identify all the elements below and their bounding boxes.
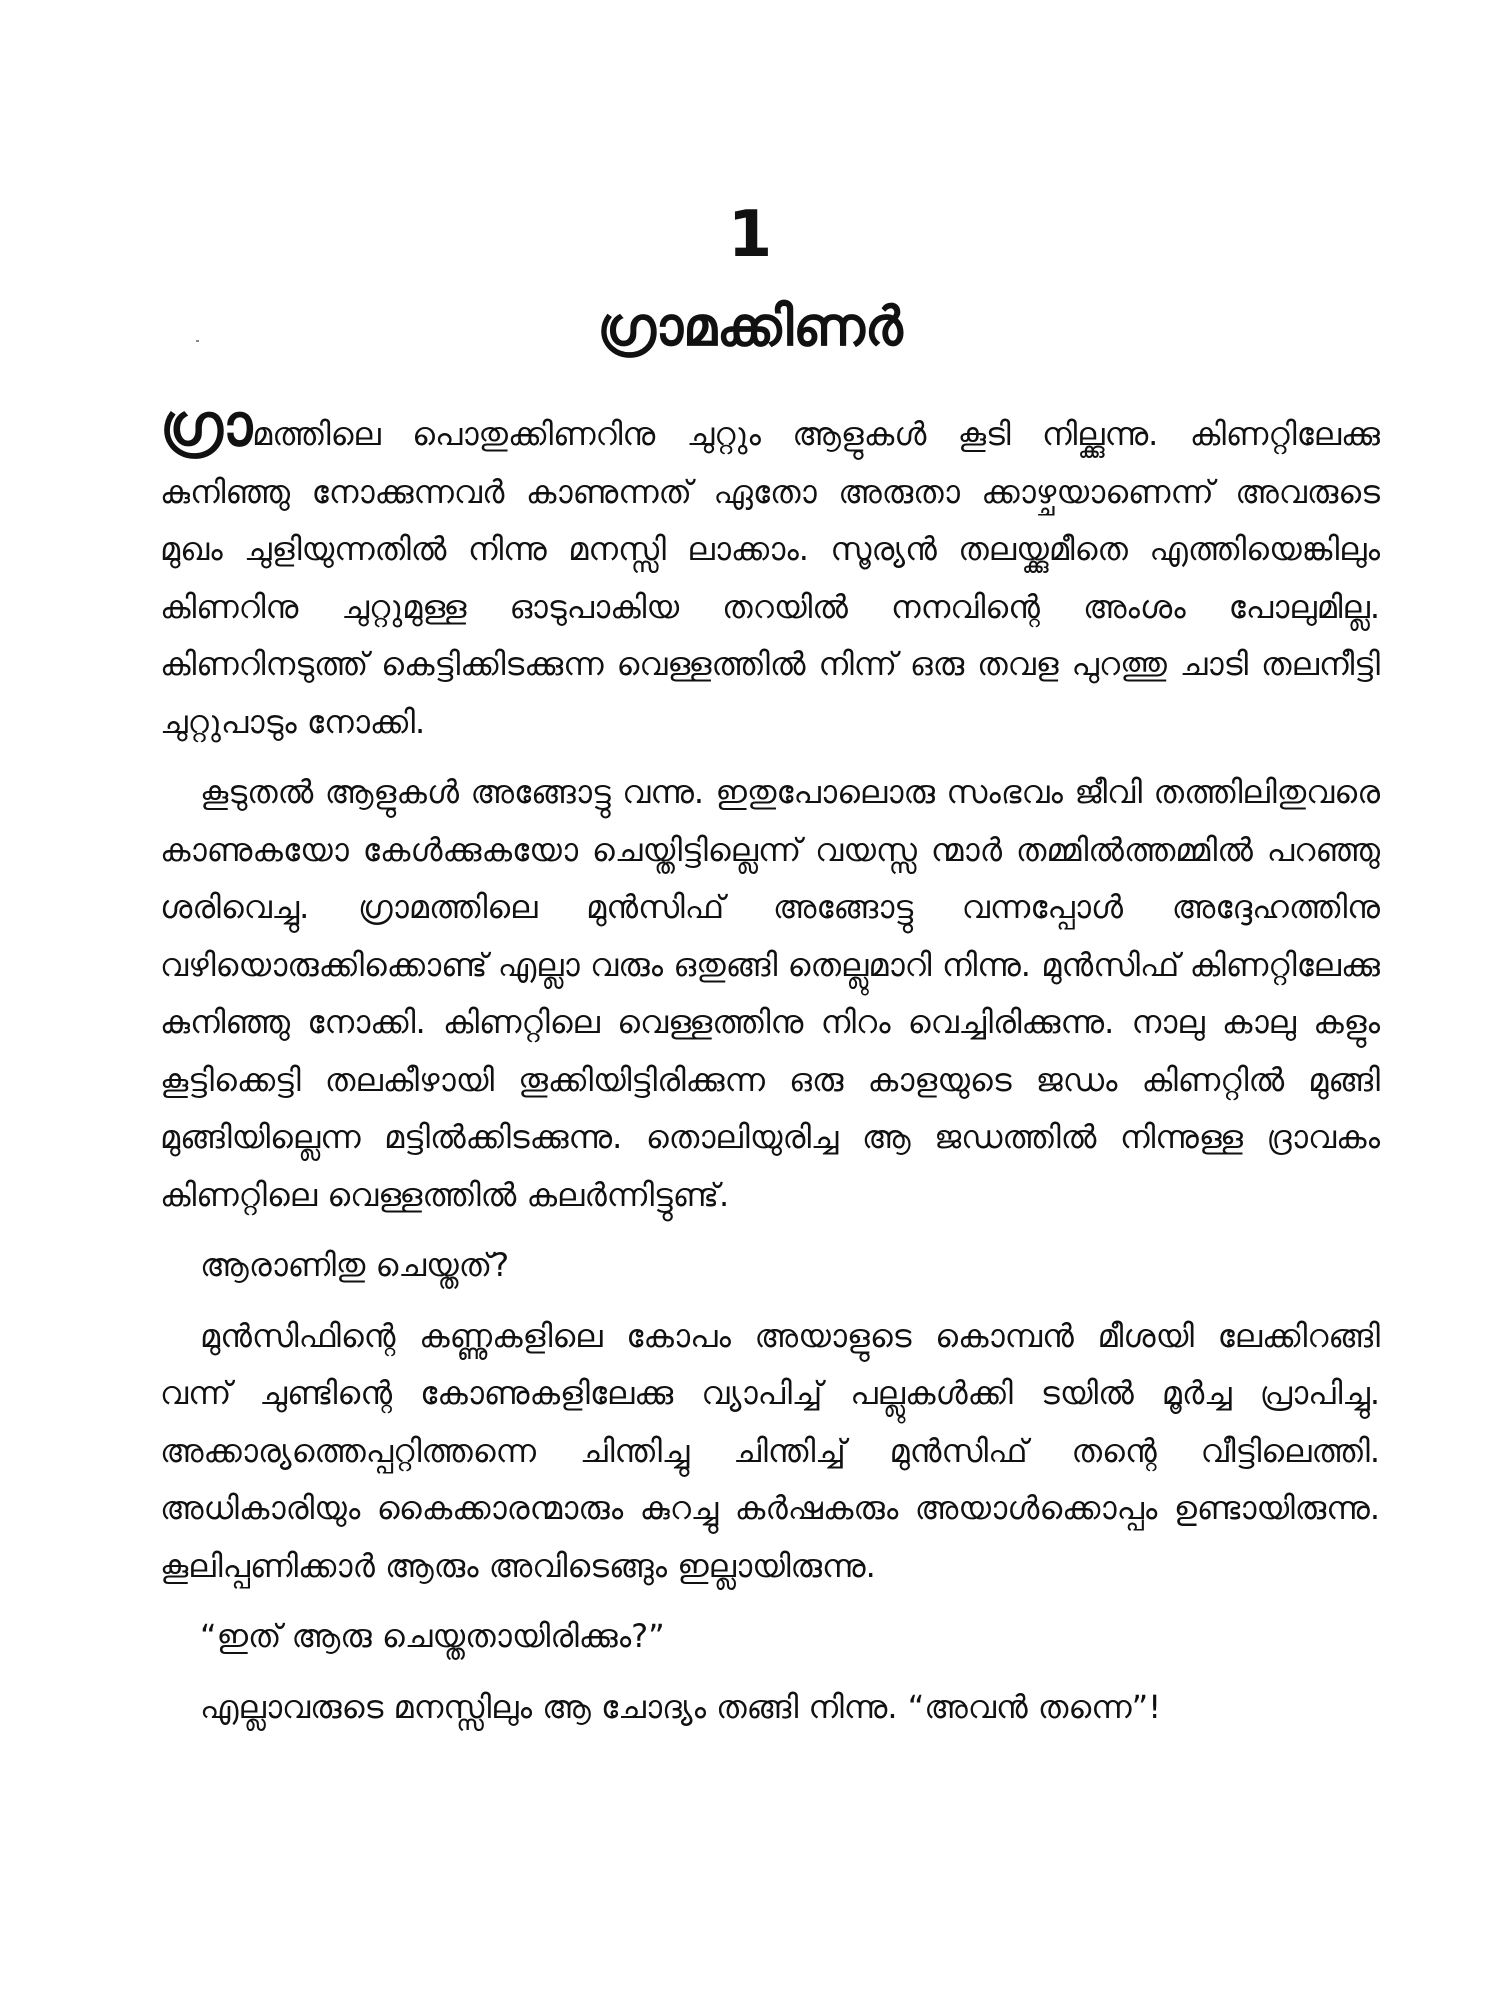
paragraph-6: എല്ലാവരുടെ മനസ്സിലും ആ ചോദ്യം തങ്ങി നിന്നു. “അവൻ തന്നെ”!	[200, 1687, 1162, 1726]
drop-cap: ഗ്രാ	[160, 391, 253, 459]
paragraph-3: ആരാണിതു ചെയ്തത്?	[200, 1246, 510, 1284]
paragraph-2: കൂടുതൽ ആളുകൾ അങ്ങോട്ടു വന്നു. ഇതുപോലൊരു സംഭവം ജീവി തത്തിലിതുവരെ കാണുകയോ കേൾക്കുകയോ ചെയ്തിട്ടില്ലെന്ന് വയസ്സ ന്മാർ തമ്മിൽത്തമ്മിൽ പറഞ്ഞു ശരിവെച്ചു. ഗ്രാമത്തിലെ മുൻസിഫ് അങ്ങോട്ടു വന്നപ്പോൾ അദ്ദേഹത്തിനു വഴിയൊരുക്കിക്കൊണ്ട് എല്ലാ വരും ഒതുങ്ങി തെല്ലുമാറി നിന്നു. മുൻസിഫ് കിണറ്റിലേക്കു കുനിഞ്ഞു നോക്കി. കിണറ്റിലെ വെള്ളത്തിനു നിറം വെച്ചിരിക്കുന്നു. നാലു കാലു കളും കൂട്ടിക്കെട്ടി തലകീഴായി തൂക്കിയിട്ടിരിക്കുന്ന ഒരു കാളയുടെ ജഡം കിണറ്റിൽ മുങ്ങി മുങ്ങിയില്ലെന്ന മട്ടിൽക്കിടക്കുന്നു. തൊലിയുരിച്ച ആ ജഡത്തിൽ നിന്നുള്ള ദ്രാവകം കിണറ്റിലെ വെള്ളത്തിൽ കലർന്നിട്ടുണ്ട്.	[160, 773, 1380, 1214]
chapter-title: ഗ്രാമക്കിണർ	[597, 295, 903, 358]
paragraph-1	[160, 391, 1380, 751]
paragraph-1-text: മത്തിലെ പൊതുക്കിണറിനു ചുറ്റും ആളുകൾ കൂടി നില്ക്കുന്നു. കിണറ്റിലേക്കു കുനിഞ്ഞു നോക്കുന്നവർ കാണുന്നത് ഏതോ അരുതാ ക്കാഴ്ചയാണെന്ന് അവരുടെ മുഖം ചുളിയുന്നതിൽ നിന്നു മനസ്സി ലാക്കാം. സൂര്യൻ തലയ്ക്കുമീതെ എത്തിയെങ്കിലും കിണറിനു ചുറ്റുമുള്ള ഓടുപാകിയ തറയിൽ നനവിന്റെ അംശം പോലുമില്ല. കിണറിനടുത്ത് കെട്ടിക്കിടക്കുന്ന വെള്ളത്തിൽ നിന്ന് ഒരു തവള പുറത്തു ചാടി തലനീട്ടി ചുറ്റുപാടും നോക്കി.	[160, 415, 1380, 741]
chapter-body	[160, 391, 1380, 1749]
paragraph-4: മുൻസിഫിന്റെ കണ്ണുകളിലെ കോപം അയാളുടെ കൊമ്പൻ മീശയി ലേക്കിറങ്ങി വന്ന് ചുണ്ടിന്റെ കോണുകളിലേക്കു വ്യാപിച്ച് പല്ലുകൾക്കി ടയിൽ മൂർച്ച പ്രാപിച്ചു. അക്കാര്യത്തെപ്പറ്റിത്തന്നെ ചിന്തിച്ചു ചിന്തിച്ച് മുൻസിഫ് തന്റെ വീട്ടിലെത്തി. അധികാരിയും കൈക്കാരന്മാരും കുറച്ചു കർഷകരും അയാൾക്കൊപ്പം ഉണ്ടായിരുന്നു. കൂലിപ്പണിക്കാർ ആരും അവിടെങ്ങും ഇല്ലായിരുന്നു.	[160, 1316, 1380, 1585]
paragraph-5: “ഇത് ആരു ചെയ്തതായിരിക്കും?”	[200, 1617, 665, 1655]
chapter-number: 1	[727, 198, 773, 272]
